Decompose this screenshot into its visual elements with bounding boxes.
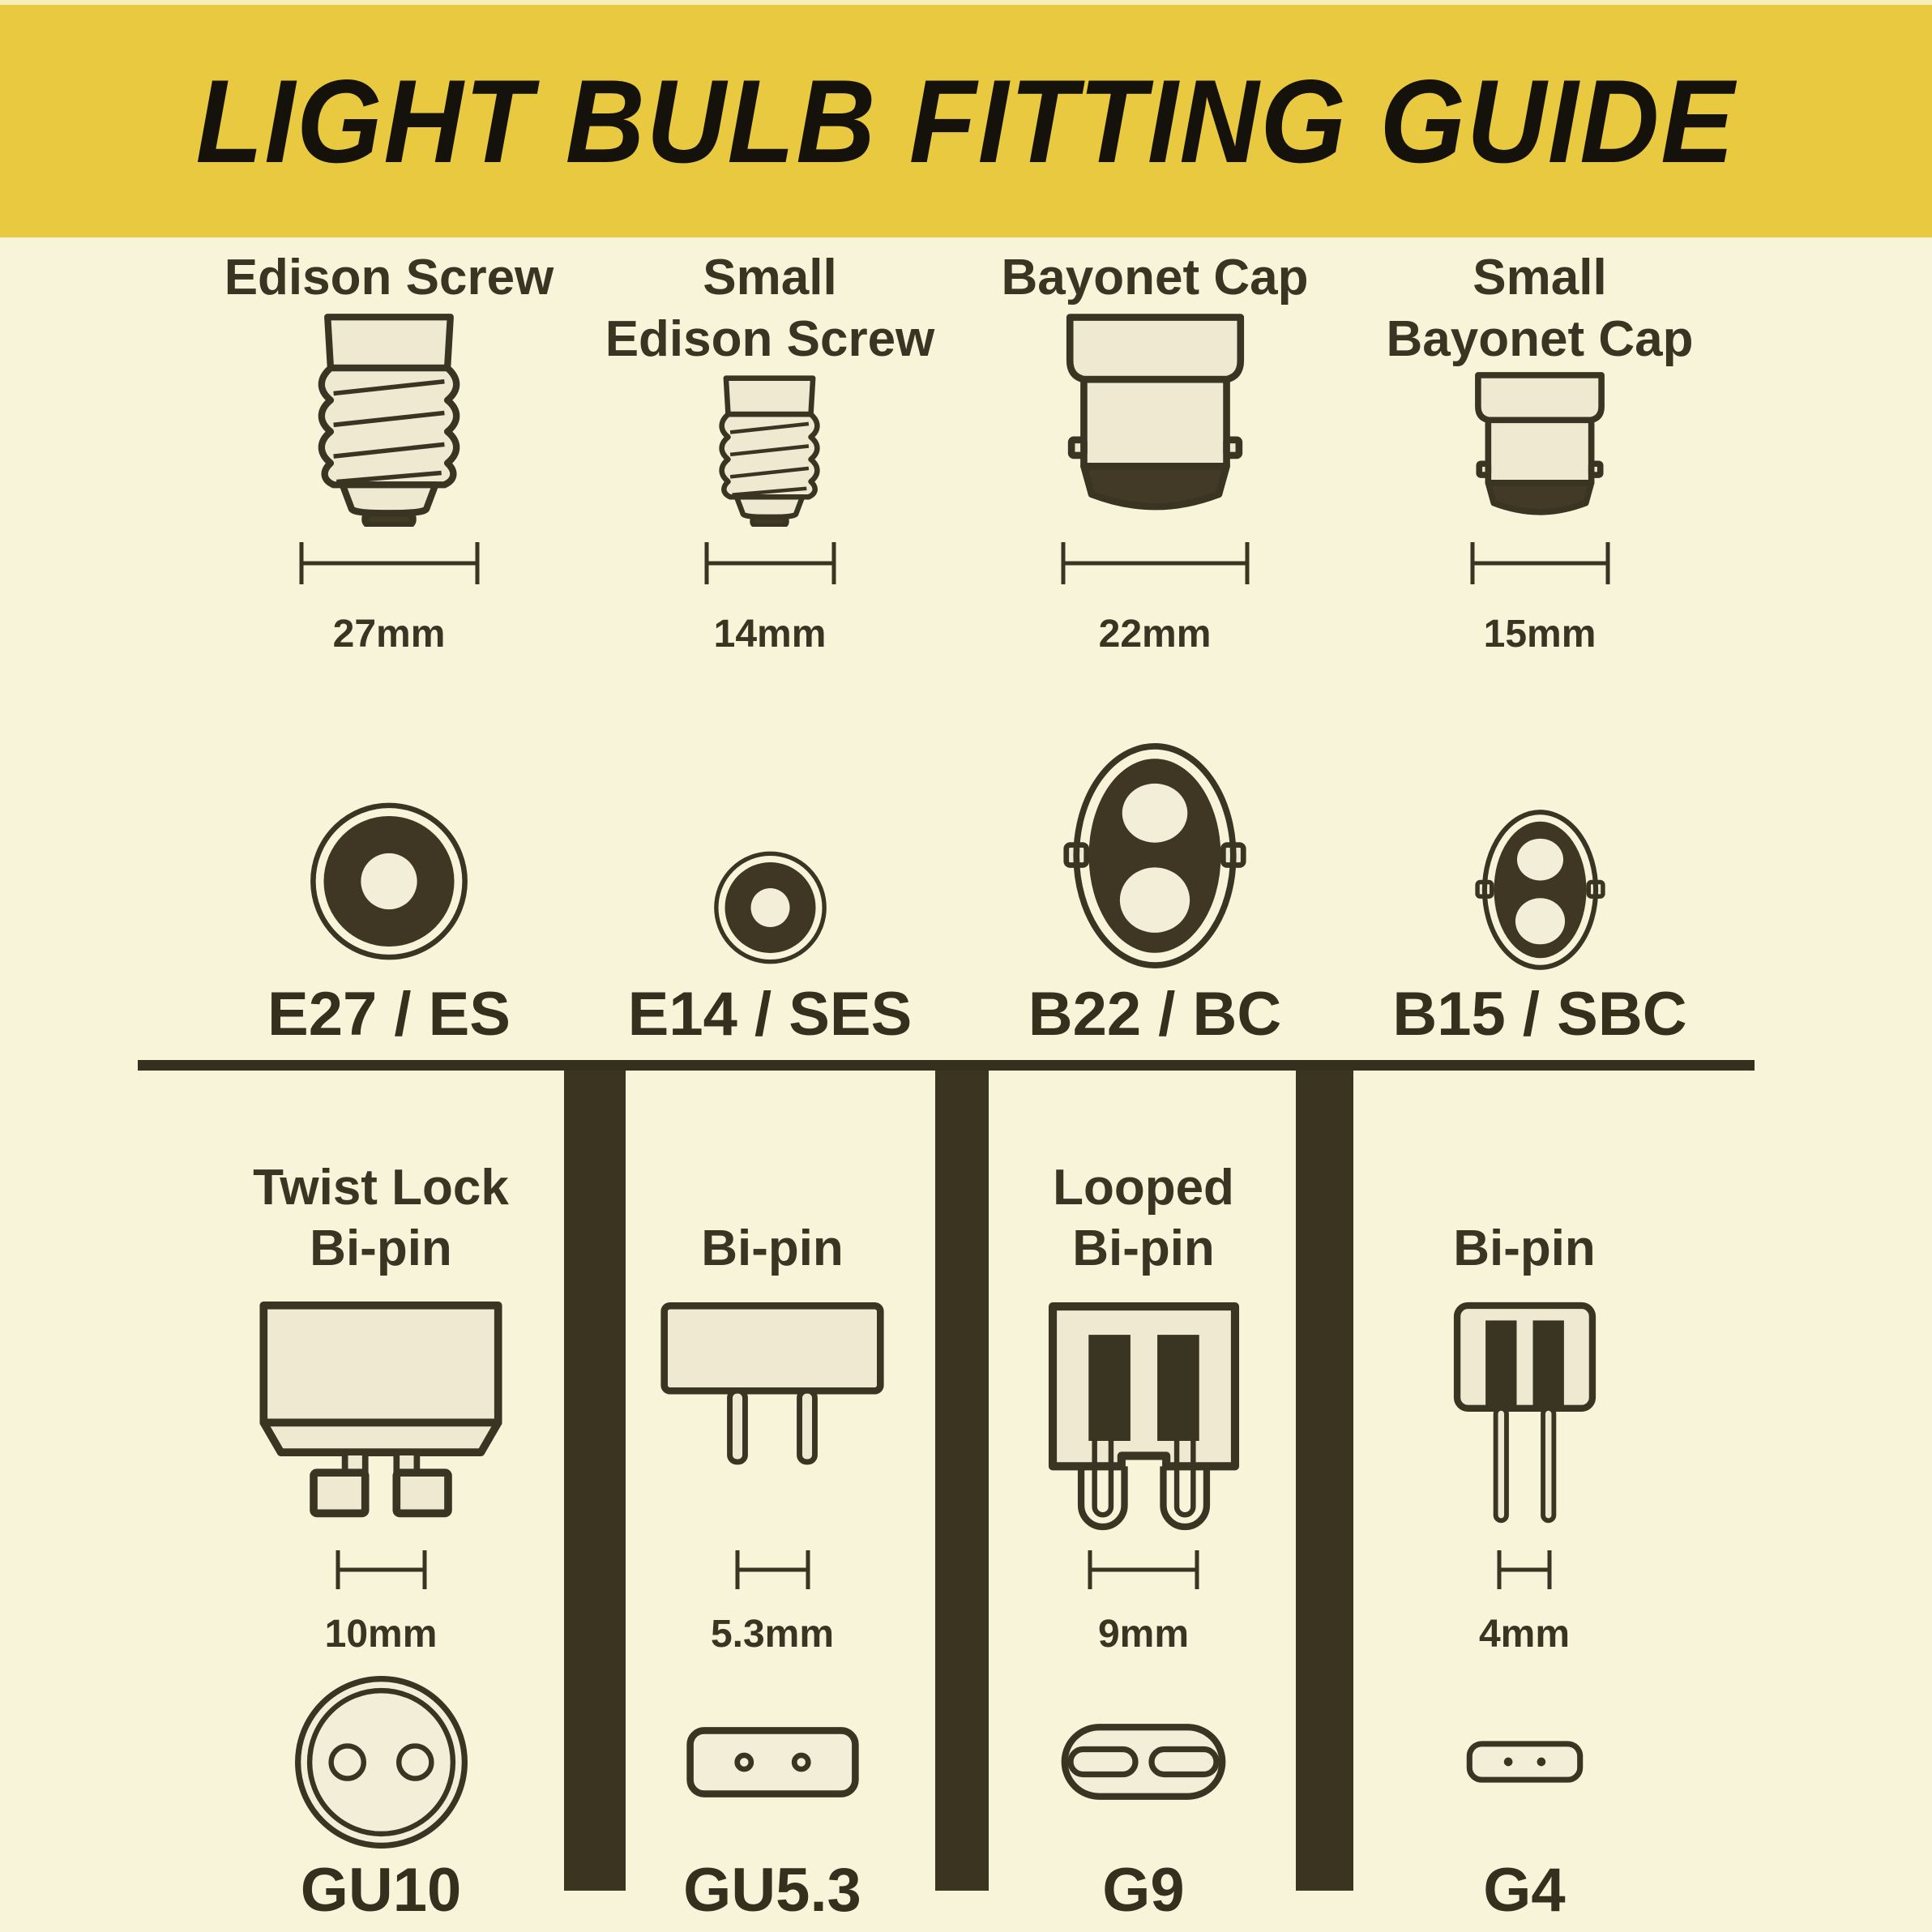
- base-view: [1464, 1669, 1586, 1855]
- gu10-base-view-icon: [290, 1671, 472, 1853]
- column-divider-bar: [1296, 1071, 1353, 1891]
- fitting-head: [1387, 247, 1694, 527]
- bi-pin-icon: [1434, 1297, 1615, 1534]
- bi-pin-icon: [647, 1297, 898, 1472]
- column-divider-bar: [935, 1071, 989, 1891]
- dimension-line-icon: [1087, 1547, 1200, 1592]
- fitting-card-e27: [146, 237, 632, 1052]
- base-view: [684, 1669, 861, 1855]
- small-edison-screw-icon: [706, 373, 833, 527]
- fitting-name-line2: Edison Screw: [605, 310, 935, 367]
- fitting-name: [224, 247, 554, 309]
- twist-lock-bi-pin-icon: [248, 1297, 514, 1524]
- fitting-code: GU10: [300, 1856, 462, 1925]
- b22-base-view-icon: [1062, 739, 1248, 972]
- fitting-name-line2: Bayonet Cap: [1386, 310, 1694, 367]
- fitting-name: [701, 1126, 844, 1288]
- section-divider-line: [138, 1060, 1755, 1071]
- fitting-name-line2: Bi-pin: [1072, 1220, 1215, 1277]
- fitting-name-line1: Small: [1473, 250, 1607, 306]
- pin-spacing-dimension-line: [1087, 1539, 1200, 1600]
- dimension-line-icon: [335, 1547, 428, 1592]
- diameter-label: 15mm: [1483, 613, 1596, 656]
- g4-base-view-icon: [1464, 1737, 1586, 1787]
- fitting-name-line1: Twist Lock: [253, 1159, 509, 1216]
- dimension-line-icon: [703, 539, 837, 588]
- fitting-code: G4: [1483, 1856, 1566, 1925]
- fitting-name-line1: Bi-pin: [701, 1220, 844, 1277]
- fitting-name-line1: Bi-pin: [1453, 1220, 1596, 1277]
- fitting-name-line1: Looped: [1053, 1159, 1234, 1216]
- looped-bi-pin-icon: [1032, 1297, 1256, 1537]
- e27-base-view-icon: [306, 790, 472, 972]
- fitting-card-e14: [567, 237, 972, 1052]
- side-view: [248, 1288, 514, 1539]
- fitting-name: [1453, 1126, 1596, 1288]
- page-title: LIGHT BULB FITTING GUIDE: [195, 54, 1737, 187]
- side-view: [647, 1288, 898, 1539]
- dimension-line-icon: [1060, 539, 1250, 588]
- fitting-name: [1002, 247, 1309, 309]
- fitting-code: B22 / BC: [1028, 980, 1282, 1049]
- diameter-dimension-line: [1060, 527, 1250, 600]
- pin-spacing-label: 5.3mm: [710, 1613, 835, 1656]
- base-view: [1058, 1669, 1229, 1855]
- base-view: [1474, 669, 1606, 979]
- fitting-card-g9: [990, 1071, 1297, 1928]
- pin-spacing-dimension-line: [335, 1539, 428, 1600]
- diameter-label: 22mm: [1098, 613, 1212, 656]
- fitting-card-b15: [1329, 237, 1750, 1052]
- fitting-head: [605, 247, 935, 527]
- dimension-line-icon: [734, 1547, 811, 1592]
- fitting-name: [1387, 247, 1694, 370]
- fitting-name: [253, 1126, 509, 1288]
- fitting-code: B15 / SBC: [1392, 980, 1687, 1049]
- fitting-name-line1: Bayonet Cap: [1001, 250, 1309, 306]
- side-view: [1032, 1288, 1256, 1539]
- dimension-line-icon: [1469, 539, 1611, 588]
- base-view: [1062, 669, 1248, 979]
- diameter-label: 27mm: [332, 613, 446, 656]
- small-bayonet-cap-icon: [1466, 370, 1614, 527]
- fitting-code: G9: [1102, 1856, 1185, 1925]
- diameter-dimension-line: [1469, 527, 1611, 600]
- fitting-head: [1002, 247, 1309, 527]
- fitting-code: E14 / SES: [627, 980, 913, 1049]
- bayonet-cap-icon: [1054, 310, 1256, 527]
- fitting-name-line2: Bi-pin: [310, 1220, 452, 1277]
- base-view: [290, 1669, 472, 1855]
- title-banner: [0, 0, 1932, 237]
- b15-base-view-icon: [1474, 807, 1606, 972]
- gu53-base-view-icon: [684, 1720, 861, 1805]
- edison-screw-icon: [299, 310, 479, 527]
- dimension-line-icon: [298, 539, 481, 588]
- pin-fittings-section: [0, 1060, 1932, 1932]
- fitting-name: [605, 247, 935, 370]
- g9-base-view-icon: [1058, 1721, 1229, 1802]
- pin-spacing-dimension-line: [734, 1539, 811, 1600]
- base-view: [711, 669, 830, 979]
- diameter-dimension-line: [298, 527, 481, 600]
- fitting-head: [224, 247, 554, 527]
- pin-spacing-label: 9mm: [1097, 1613, 1190, 1656]
- fitting-name-line1: Edison Screw: [224, 250, 554, 306]
- fitting-card-gu10: [146, 1071, 616, 1928]
- e14-base-view-icon: [711, 843, 830, 972]
- pin-spacing-dimension-line: [1496, 1539, 1553, 1600]
- fitting-card-g4: [1354, 1071, 1695, 1928]
- side-view: [1434, 1288, 1615, 1539]
- fitting-card-gu53: [626, 1071, 918, 1928]
- standard-fittings-section: [0, 237, 1932, 1060]
- fitting-card-b22: [932, 237, 1378, 1052]
- base-view: [306, 669, 472, 979]
- pin-spacing-label: 10mm: [324, 1613, 438, 1656]
- fitting-name: [1053, 1126, 1234, 1288]
- diameter-label: 14mm: [713, 613, 827, 656]
- dimension-line-icon: [1496, 1547, 1553, 1592]
- fitting-name-line1: Small: [703, 250, 837, 306]
- diameter-dimension-line: [703, 527, 837, 600]
- fitting-code: E27 / ES: [267, 980, 511, 1049]
- pin-spacing-label: 4mm: [1478, 1613, 1571, 1656]
- fitting-code: GU5.3: [683, 1856, 861, 1925]
